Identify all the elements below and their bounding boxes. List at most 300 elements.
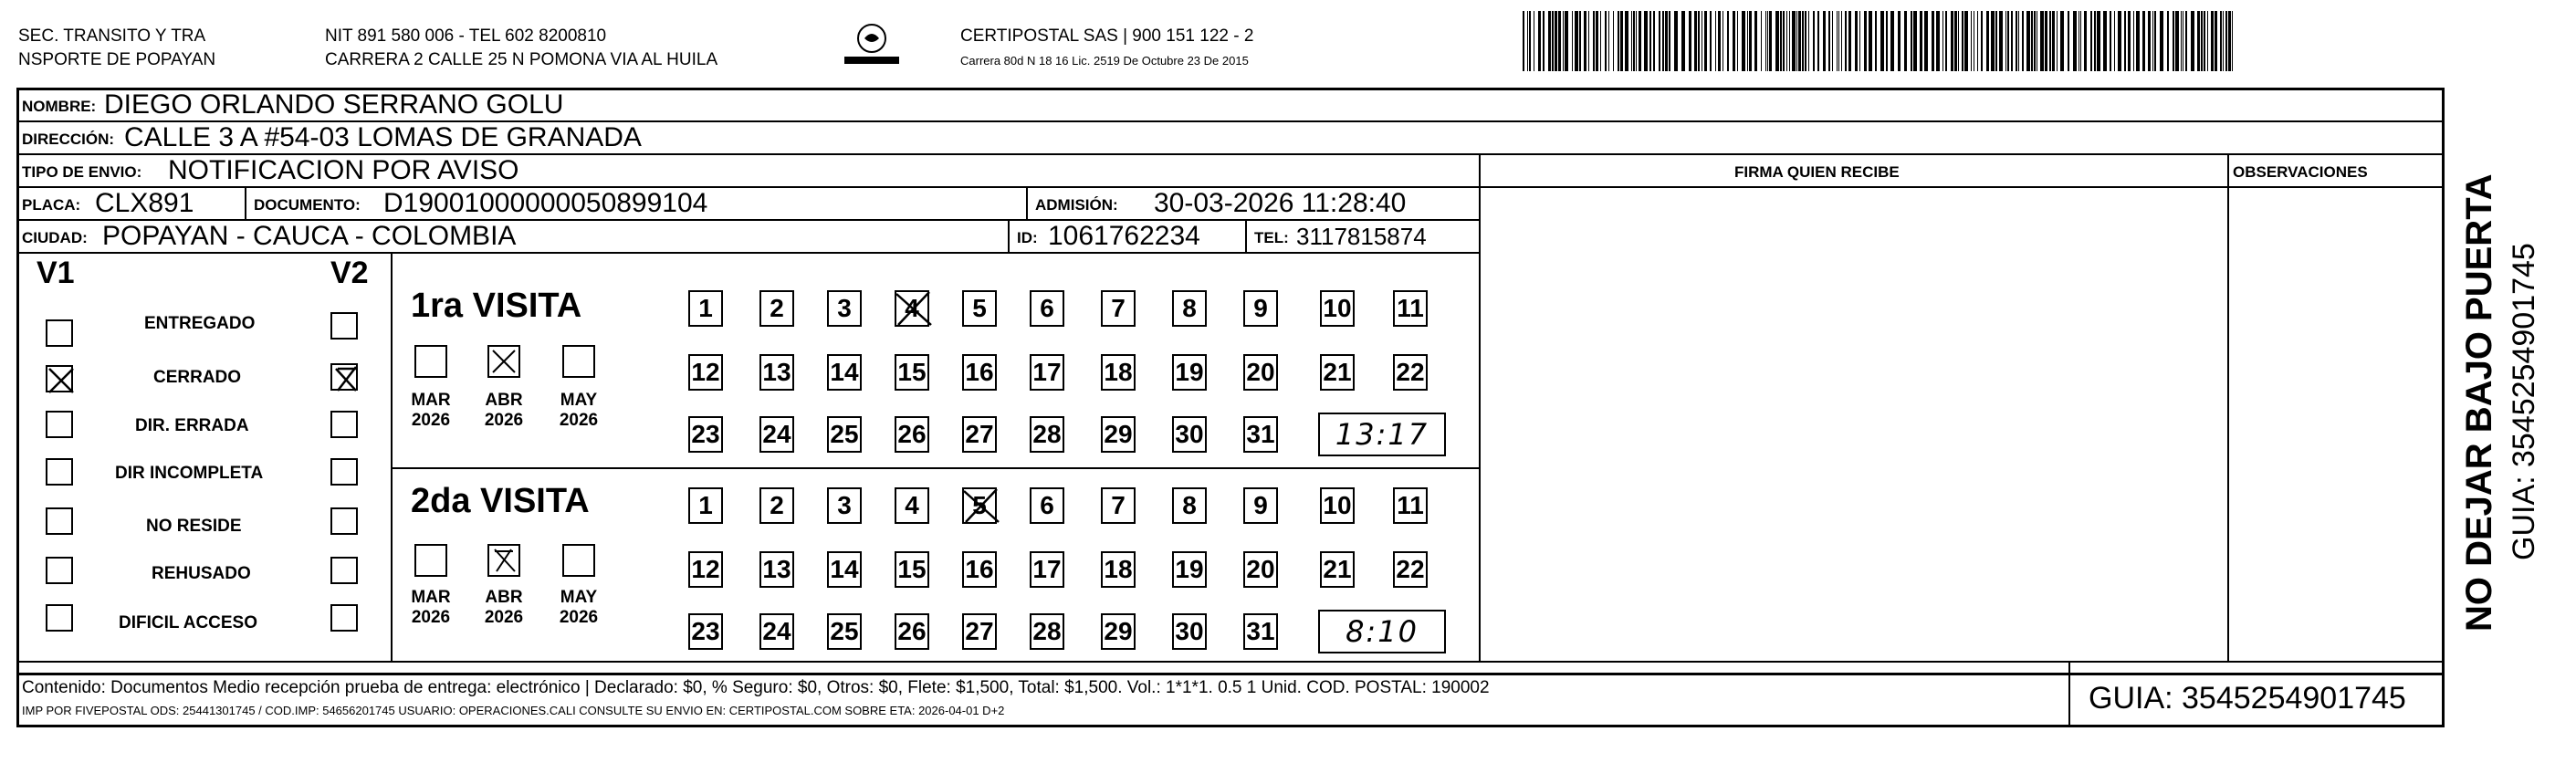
year: 2026 [484, 410, 524, 430]
day-cell-5[interactable]: 5 [962, 487, 997, 524]
placa-value: CLX891 [95, 188, 194, 218]
barcode-bar [2154, 11, 2156, 71]
day-cell-23[interactable]: 23 [688, 416, 723, 453]
day-cell-17[interactable]: 17 [1030, 354, 1064, 391]
day-cell-6[interactable]: 6 [1030, 487, 1064, 524]
barcode-bar [1859, 11, 1860, 71]
barcode-bar [1704, 11, 1707, 71]
sender-line-2: NSPORTE DE POPAYAN [18, 50, 216, 69]
barcode-bar [2136, 11, 2140, 71]
barcode-bar [1523, 11, 1524, 71]
v2-checkbox-no-reside[interactable] [330, 507, 358, 535]
barcode-bar [1665, 11, 1668, 71]
barcode-bar [1636, 11, 1637, 71]
day-cell-7[interactable]: 7 [1101, 290, 1136, 327]
day-cell-29[interactable]: 29 [1101, 416, 1136, 453]
barcode-bar [2207, 11, 2208, 71]
check-mark-icon [960, 486, 1002, 526]
tipo-envio-value: NOTIFICACION POR AVISO [168, 155, 519, 185]
check-mark-icon [489, 347, 518, 376]
barcode-bar [2152, 11, 2153, 71]
day-cell-9[interactable]: 9 [1243, 290, 1278, 327]
reason-entregado: ENTREGADO [144, 314, 256, 333]
barcode-bar [1838, 11, 1839, 71]
tel-label: TEL: [1254, 229, 1289, 246]
barcode-bar [1828, 11, 1830, 71]
barcode-bar [1747, 11, 1748, 71]
reason-dir-errada: DIR. ERRADA [135, 416, 249, 435]
barcode-bar [1659, 11, 1660, 71]
barcode-bar [1572, 11, 1573, 71]
barcode-bar [1737, 11, 1738, 71]
day-cell-8[interactable]: 8 [1172, 487, 1207, 524]
barcode-bar [1593, 11, 1595, 71]
barcode-bar [2049, 11, 2051, 71]
barcode-bar [1864, 11, 1867, 71]
barcode-bar [1565, 11, 1568, 71]
reason-dir-incompleta: DIR INCOMPLETA [115, 464, 264, 483]
barcode-bar [1767, 11, 1768, 71]
barcode-bar [1999, 11, 2003, 71]
barcode-bar [1625, 11, 1628, 71]
barcode-bar [2124, 11, 2126, 71]
sender-info-line-1: NIT 891 580 006 - TEL 602 8200810 [325, 26, 607, 46]
barcode-bar [1841, 11, 1842, 71]
day-cell-31[interactable]: 31 [1243, 416, 1278, 453]
day-cell-3[interactable]: 3 [827, 290, 862, 327]
v2-checkbox-dir-incompleta[interactable] [330, 458, 358, 486]
first-visit-mar-label [403, 391, 458, 431]
day-cell-18[interactable]: 18 [1101, 354, 1136, 391]
barcode [1523, 11, 2235, 71]
month-name: MAR [411, 391, 451, 410]
v1-checkbox-dir-errada[interactable] [46, 411, 73, 438]
second-visit-month-may[interactable] [562, 544, 595, 577]
day-cell-29[interactable]: 29 [1101, 613, 1136, 650]
direccion-label: DIRECCIÓN: [22, 131, 115, 148]
barcode-bar [1552, 11, 1554, 71]
v2-checkbox-entregado[interactable] [330, 312, 358, 340]
day-cell-13[interactable]: 13 [759, 551, 794, 588]
day-cell-31[interactable]: 31 [1243, 613, 1278, 650]
barcode-bar [1605, 11, 1607, 71]
day-cell-27[interactable]: 27 [962, 416, 997, 453]
month-name: MAR [411, 588, 451, 607]
tipo-envio-label: TIPO DE ENVIO: [22, 163, 142, 181]
barcode-bar [2094, 11, 2096, 71]
year: 2026 [559, 607, 599, 627]
day-cell-14[interactable]: 14 [827, 354, 862, 391]
year: 2026 [411, 410, 451, 430]
day-cell-19[interactable]: 19 [1172, 551, 1207, 588]
nombre-value: DIEGO ORLANDO SERRANO GOLU [104, 89, 564, 120]
barcode-bar [1954, 11, 1957, 71]
barcode-bar [2133, 11, 2134, 71]
v1-checkbox-no-reside[interactable] [46, 507, 73, 535]
barcode-bar [2080, 11, 2081, 71]
v1-checkbox-dir-incompleta[interactable] [46, 458, 73, 486]
barcode-bar [2185, 11, 2187, 71]
barcode-bar [1613, 11, 1614, 71]
barcode-bar [2175, 11, 2179, 71]
barcode-bar [1932, 11, 1934, 71]
barcode-bar [1951, 11, 1953, 71]
barcode-bar [1789, 11, 1790, 71]
barcode-bar [2022, 11, 2024, 71]
barcode-bar [1786, 11, 1787, 71]
day-cell-25[interactable]: 25 [827, 416, 862, 453]
day-cell-10[interactable]: 10 [1320, 487, 1355, 524]
barcode-bar [2103, 11, 2107, 71]
year: 2026 [559, 410, 599, 430]
barcode-bar [1649, 11, 1651, 71]
barcode-bar [1920, 11, 1922, 71]
barcode-bar [1694, 11, 1697, 71]
check-mark-icon [332, 365, 360, 392]
month-name: MAY [560, 588, 598, 607]
barcode-bar [1639, 11, 1641, 71]
barcode-bar [2114, 11, 2115, 71]
barcode-bar [1555, 11, 1557, 71]
check-mark-icon [893, 288, 935, 329]
barcode-bar [1727, 11, 1729, 71]
barcode-bar [1618, 11, 1619, 71]
barcode-bar [1527, 11, 1528, 71]
barcode-bar [2031, 11, 2033, 71]
day-cell-26[interactable]: 26 [895, 416, 929, 453]
day-cell-30[interactable]: 30 [1172, 416, 1207, 453]
side-guia: GUIA: 3545254901745 [2507, 243, 2541, 560]
second-visit-title: 2da VISITA [411, 482, 590, 520]
day-cell-16[interactable]: 16 [962, 551, 997, 588]
barcode-bar [1986, 11, 1989, 71]
barcode-bar [2007, 11, 2009, 71]
barcode-bar [2148, 11, 2151, 71]
barcode-bar [2228, 11, 2231, 71]
firma-label: FIRMA QUIEN RECIBE [1734, 163, 1900, 181]
placa-label: PLACA: [22, 196, 81, 214]
barcode-bar [1662, 11, 1664, 71]
barcode-bar [1880, 11, 1884, 71]
day-cell-21[interactable]: 21 [1320, 551, 1355, 588]
barcode-bar [1558, 11, 1561, 71]
barcode-bar [1783, 11, 1785, 71]
sender-info-line-2: CARRERA 2 CALLE 25 N POMONA VIA AL HUILA [325, 50, 718, 69]
year: 2026 [484, 607, 524, 627]
day-cell-24[interactable]: 24 [759, 416, 794, 453]
v2-checkbox-cerrado[interactable] [330, 363, 358, 391]
barcode-bar [1904, 11, 1907, 71]
observaciones-label: OBSERVACIONES [2233, 163, 2368, 181]
barcode-bar [1813, 11, 1815, 71]
barcode-bar [2167, 11, 2169, 71]
barcode-bar [1538, 11, 1541, 71]
v1-checkbox-entregado[interactable] [46, 319, 73, 347]
v1-header: V1 [37, 256, 75, 290]
day-cell-6[interactable]: 6 [1030, 290, 1064, 327]
month-name: ABR [485, 588, 523, 607]
barcode-bar [1805, 11, 1806, 71]
barcode-bar [1802, 11, 1804, 71]
barcode-bar [1710, 11, 1712, 71]
barcode-bar [2232, 11, 2233, 71]
first-visit-may-label [551, 391, 606, 431]
barcode-bar [1749, 11, 1752, 71]
barcode-bar [1529, 11, 1531, 71]
v2-header: V2 [330, 256, 369, 290]
barcode-bar [1798, 11, 1801, 71]
v2-checkbox-dir-errada[interactable] [330, 411, 358, 438]
carrier-line-1: CERTIPOSTAL SAS | 900 151 122 - 2 [960, 26, 1254, 46]
barcode-bar [1995, 11, 1997, 71]
barcode-bar [1742, 11, 1745, 71]
barcode-bar [2211, 11, 2214, 71]
day-cell-11[interactable]: 11 [1393, 487, 1428, 524]
barcode-bar [1620, 11, 1623, 71]
v2-checkbox-dificil-acceso[interactable] [330, 604, 358, 632]
second-visit-month-mar[interactable] [414, 544, 447, 577]
barcode-bar [1981, 11, 1983, 71]
day-cell-21[interactable]: 21 [1320, 354, 1355, 391]
barcode-bar [1698, 11, 1700, 71]
check-mark-icon [489, 546, 518, 575]
barcode-bar [2045, 11, 2047, 71]
barcode-bar [2052, 11, 2055, 71]
second-visit-month-abr[interactable] [487, 544, 520, 577]
barcode-bar [1596, 11, 1598, 71]
barcode-bar [2068, 11, 2069, 71]
day-cell-14[interactable]: 14 [827, 551, 862, 588]
day-cell-15[interactable]: 15 [895, 354, 929, 391]
second-visit-abr-label [476, 588, 531, 628]
second-visit-may-label [551, 588, 606, 628]
barcode-bar [1644, 11, 1648, 71]
day-cell-20[interactable]: 20 [1243, 354, 1278, 391]
barcode-bar [1936, 11, 1940, 71]
barcode-bar [2011, 11, 2013, 71]
day-cell-13[interactable]: 13 [759, 354, 794, 391]
reason-dificil-acceso: DIFICIL ACCESO [119, 613, 258, 632]
barcode-bar [2057, 11, 2058, 71]
barcode-bar [2225, 11, 2227, 71]
v1-checkbox-dificil-acceso[interactable] [46, 604, 73, 632]
barcode-bar [1669, 11, 1670, 71]
day-cell-8[interactable]: 8 [1172, 290, 1207, 327]
barcode-bar [1792, 11, 1796, 71]
barcode-bar [1563, 11, 1564, 71]
barcode-bar [1653, 11, 1655, 71]
day-cell-9[interactable]: 9 [1243, 487, 1278, 524]
barcode-bar [1845, 11, 1847, 71]
barcode-bar [2223, 11, 2224, 71]
barcode-bar [2215, 11, 2217, 71]
day-cell-4[interactable]: 4 [895, 290, 929, 327]
barcode-bar [2026, 11, 2030, 71]
first-visit-month-abr[interactable] [487, 345, 520, 378]
certipostal-logo [840, 20, 904, 71]
reason-rehusado: REHUSADO [152, 564, 251, 583]
day-cell-26[interactable]: 26 [895, 613, 929, 650]
barcode-bar [1869, 11, 1872, 71]
first-visit-time: 13:17 [1318, 413, 1446, 456]
barcode-bar [2097, 11, 2100, 71]
day-cell-23[interactable]: 23 [688, 613, 723, 650]
footer-contenido: Contenido: Documentos Medio recepción prueba de entrega: electrónico | Declarado: $0, % Seguro: $0, Otros: $0, Flete: $1,500, Total: $1,500. Vol.: 1*1*1. 0.5 1 Unid. COD. POSTAL: 190002 [22, 678, 1490, 697]
barcode-bar [1579, 11, 1581, 71]
barcode-bar [2090, 11, 2092, 71]
day-cell-20[interactable]: 20 [1243, 551, 1278, 588]
barcode-bar [2142, 11, 2145, 71]
barcode-bar [1765, 11, 1766, 71]
barcode-bar [1689, 11, 1691, 71]
day-cell-19[interactable]: 19 [1172, 354, 1207, 391]
barcode-bar [1584, 11, 1586, 71]
barcode-bar [1588, 11, 1589, 71]
barcode-bar [1769, 11, 1772, 71]
barcode-bar [1911, 11, 1912, 71]
day-cell-16[interactable]: 16 [962, 354, 997, 391]
barcode-bar [1780, 11, 1782, 71]
barcode-bar [2018, 11, 2019, 71]
barcode-bar [1808, 11, 1809, 71]
v1-checkbox-cerrado[interactable] [46, 365, 73, 392]
barcode-bar [1855, 11, 1858, 71]
barcode-bar [1718, 11, 1721, 71]
month-name: MAY [560, 391, 598, 410]
barcode-bar [2160, 11, 2163, 71]
ciudad-value: POPAYAN - CAUCA - COLOMBIA [102, 221, 517, 251]
day-cell-4[interactable]: 4 [895, 487, 929, 524]
first-visit-month-mar[interactable] [414, 345, 447, 378]
day-cell-24[interactable]: 24 [759, 613, 794, 650]
day-cell-1[interactable]: 1 [688, 487, 723, 524]
barcode-bar [1817, 11, 1819, 71]
barcode-bar [1886, 11, 1888, 71]
barcode-bar [2084, 11, 2087, 71]
documento-value: D19001000000050899104 [383, 188, 708, 218]
admision-label: ADMISIÓN: [1035, 196, 1118, 214]
year: 2026 [411, 607, 451, 627]
barcode-bar [2040, 11, 2044, 71]
barcode-bar [1823, 11, 1826, 71]
v2-checkbox-rehusado[interactable] [330, 557, 358, 584]
month-name: ABR [485, 391, 523, 410]
barcode-bar [1958, 11, 1959, 71]
barcode-bar [2073, 11, 2077, 71]
barcode-bar [2034, 11, 2036, 71]
barcode-bar [1715, 11, 1716, 71]
barcode-bar [1945, 11, 1947, 71]
v1-checkbox-rehusado[interactable] [46, 557, 73, 584]
day-cell-22[interactable]: 22 [1393, 354, 1428, 391]
first-visit-title: 1ra VISITA [411, 287, 582, 325]
second-visit-mar-label [403, 588, 458, 628]
ciudad-label: CIUDAD: [22, 229, 88, 246]
day-cell-28[interactable]: 28 [1030, 416, 1064, 453]
day-cell-18[interactable]: 18 [1101, 551, 1136, 588]
direccion-value: CALLE 3 A #54-03 LOMAS DE GRANADA [124, 122, 642, 152]
barcode-bar [2204, 11, 2205, 71]
day-cell-22[interactable]: 22 [1393, 551, 1428, 588]
day-cell-28[interactable]: 28 [1030, 613, 1064, 650]
side-warning: NO DEJAR BAJO PUERTA [2459, 173, 2499, 632]
barcode-bar [1674, 11, 1678, 71]
barcode-bar [1913, 11, 1917, 71]
barcode-bar [1964, 11, 1968, 71]
day-cell-10[interactable]: 10 [1320, 290, 1355, 327]
day-cell-5[interactable]: 5 [962, 290, 997, 327]
barcode-bar [1962, 11, 1963, 71]
day-cell-2[interactable]: 2 [759, 487, 794, 524]
day-cell-3[interactable]: 3 [827, 487, 862, 524]
barcode-bar [1796, 11, 1797, 71]
barcode-bar [1548, 11, 1551, 71]
day-cell-7[interactable]: 7 [1101, 487, 1136, 524]
barcode-bar [1681, 11, 1685, 71]
barcode-bar [2201, 11, 2203, 71]
barcode-bar [1761, 11, 1762, 71]
sender-line-1: SEC. TRANSITO Y TRA [18, 26, 206, 46]
reason-cerrado: CERRADO [153, 368, 242, 387]
day-cell-12[interactable]: 12 [688, 354, 723, 391]
barcode-bar [2118, 11, 2121, 71]
barcode-bar [2110, 11, 2111, 71]
id-value: 1061762234 [1048, 221, 1200, 251]
footer-imp: IMP POR FIVEPOSTAL ODS: 25441301745 / COD.IMP: 54656201745 USUARIO: OPERACIONES.CALI CONSULTE SU ENVIO EN: CERTIPOSTAL.COM SOBRE ETA: 2026-04-01 D+2 [22, 704, 1005, 717]
barcode-bar [1875, 11, 1877, 71]
barcode-bar [2060, 11, 2064, 71]
barcode-bar [1890, 11, 1894, 71]
first-visit-abr-label [476, 391, 531, 431]
barcode-bar [1971, 11, 1972, 71]
barcode-bar [2128, 11, 2131, 71]
day-cell-15[interactable]: 15 [895, 551, 929, 588]
barcode-bar [1837, 11, 1838, 71]
barcode-bar [1733, 11, 1735, 71]
barcode-bar [2191, 11, 2194, 71]
first-visit-month-may[interactable] [562, 345, 595, 378]
barcode-bar [1543, 11, 1545, 71]
barcode-bar [1977, 11, 1978, 71]
day-cell-11[interactable]: 11 [1393, 290, 1428, 327]
barcode-bar [1991, 11, 1995, 71]
barcode-bar [2016, 11, 2017, 71]
barcode-bar [1600, 11, 1601, 71]
barcode-bar [1754, 11, 1757, 71]
barcode-bar [2181, 11, 2182, 71]
barcode-bar [2220, 11, 2222, 71]
reason-no-reside: NO RESIDE [146, 517, 242, 536]
footer-guia: GUIA: 3545254901745 [2089, 681, 2406, 716]
day-cell-27[interactable]: 27 [962, 613, 997, 650]
day-cell-12[interactable]: 12 [688, 551, 723, 588]
carrier-line-2: Carrera 80d N 18 16 Lic. 2519 De Octubre 23 De 2015 [960, 54, 1249, 68]
nombre-label: NOMBRE: [22, 98, 97, 115]
barcode-bar [2197, 11, 2200, 71]
barcode-bar [2005, 11, 2006, 71]
barcode-bar [2173, 11, 2174, 71]
day-cell-17[interactable]: 17 [1030, 551, 1064, 588]
day-cell-30[interactable]: 30 [1172, 613, 1207, 650]
barcode-bar [1848, 11, 1851, 71]
check-mark-icon [47, 367, 75, 394]
admision-value: 30-03-2026 11:28:40 [1154, 188, 1407, 218]
day-cell-25[interactable]: 25 [827, 613, 862, 650]
id-label: ID: [1017, 229, 1038, 246]
barcode-bar [1924, 11, 1928, 71]
day-cell-1[interactable]: 1 [688, 290, 723, 327]
day-cell-2[interactable]: 2 [759, 290, 794, 327]
